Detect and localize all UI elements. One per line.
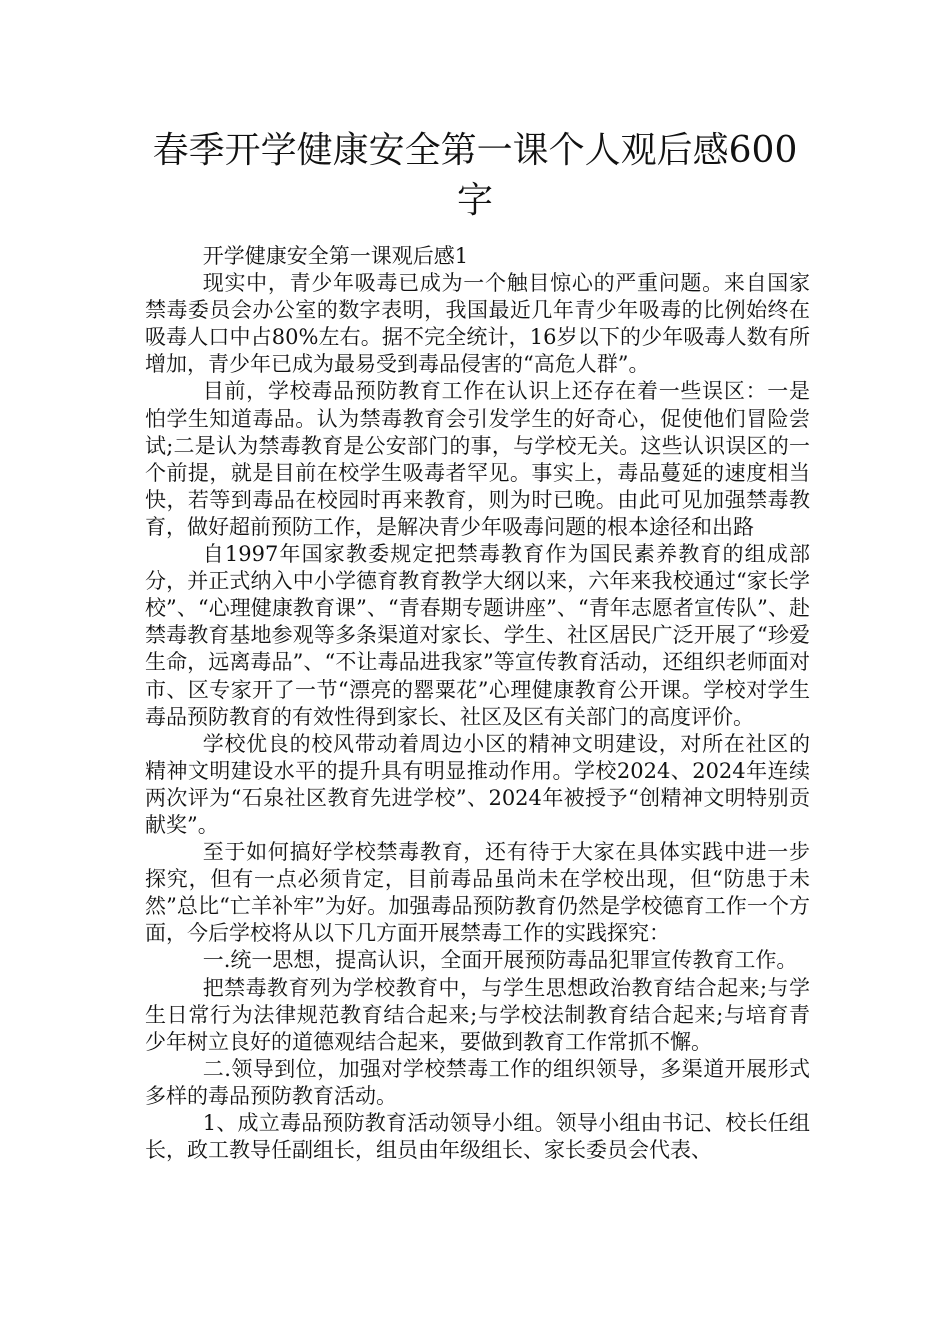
paragraph-9: 1、成立毒品预防教育活动领导小组。领导小组由书记、校长任组长，政工教导任副组长，组员由年级组长、家长委员会代表、	[145, 1111, 810, 1163]
paragraph-5: 至于如何搞好学校禁毒教育，还有待于大家在具体实践中进一步探究，但有一点必须肯定，目前毒品虽尚未在学校出现，但“防患于未然”总比“亡羊补牢”为好。加强毒品预防教育仍然是学校德育工作一个方面，今后学校将从以下几方面开展禁毒工作的实践探究：	[145, 840, 810, 946]
paragraph-2: 目前，学校毒品预防教育工作在认识上还存在着一些误区：一是怕学生知道毒品。认为禁毒教育会引发学生的好奇心，促使他们冒险尝试;二是认为禁毒教育是公安部门的事，与学校无关。这些认识误区的一个前提，就是目前在校学生吸毒者罕见。事实上，毒品蔓延的速度相当快，若等到毒品在校园时再来教育，则为时已晚。由此可见加强禁毒教育，做好超前预防工作，是解决青少年吸毒问题的根本途径和出路	[145, 379, 810, 539]
document-title: 春季开学健康安全第一课个人观后感600字	[152, 130, 798, 221]
paragraph-8: 二.领导到位，加强对学校禁毒工作的组织领导，多渠道开展形式多样的毒品预防教育活动。	[145, 1056, 810, 1108]
paragraph-3: 自1997年国家教委规定把禁毒教育作为国民素养教育的组成部分，并正式纳入中小学德育教育教学大纲以来，六年来我校通过“家长学校”、“心理健康教育课”、“青春期专题讲座”、“青年志愿者宣传队”、赴禁毒教育基地参观等多条渠道对家长、学生、社区居民广泛开展了“珍爱生命，远离毒品”、“不让毒品进我家”等宣传教育活动，还组织老师面对市、区专家开了一节“漂亮的罂粟花”心理健康教育公开课。学校对学生毒品预防教育的有效性得到家长、社区及区有关部门的高度评价。	[145, 542, 810, 729]
paragraph-1: 现实中，青少年吸毒已成为一个触目惊心的严重问题。来自国家禁毒委员会办公室的数字表明，我国最近几年青少年吸毒的比例始终在吸毒人口中占80%左右。据不完全统计，16岁以下的少年吸毒人数有所增加，青少年已成为最易受到毒品侵害的“高危人群”。	[145, 271, 810, 377]
paragraph-4: 学校优良的校风带动着周边小区的精神文明建设，对所在社区的精神文明建设水平的提升具有明显推动作用。学校2024、2024年连续两次评为“石泉社区教育先进学校”、2024年被授予“创精神文明特别贡献奖”。	[145, 731, 810, 837]
paragraph-6: 一.统一思想，提高认识，全面开展预防毒品犯罪宣传教育工作。	[202, 948, 798, 973]
paragraph-subheading: 开学健康安全第一课观后感1	[202, 244, 469, 268]
paragraph-7: 把禁毒教育列为学校教育中，与学生思想政治教育结合起来;与学生日常行为法律规范教育结合起来;与学校法制教育结合起来;与培育青少年树立良好的道德观结合起来，要做到教育工作常抓不懈。	[145, 975, 810, 1054]
document-body	[145, 243, 810, 1164]
